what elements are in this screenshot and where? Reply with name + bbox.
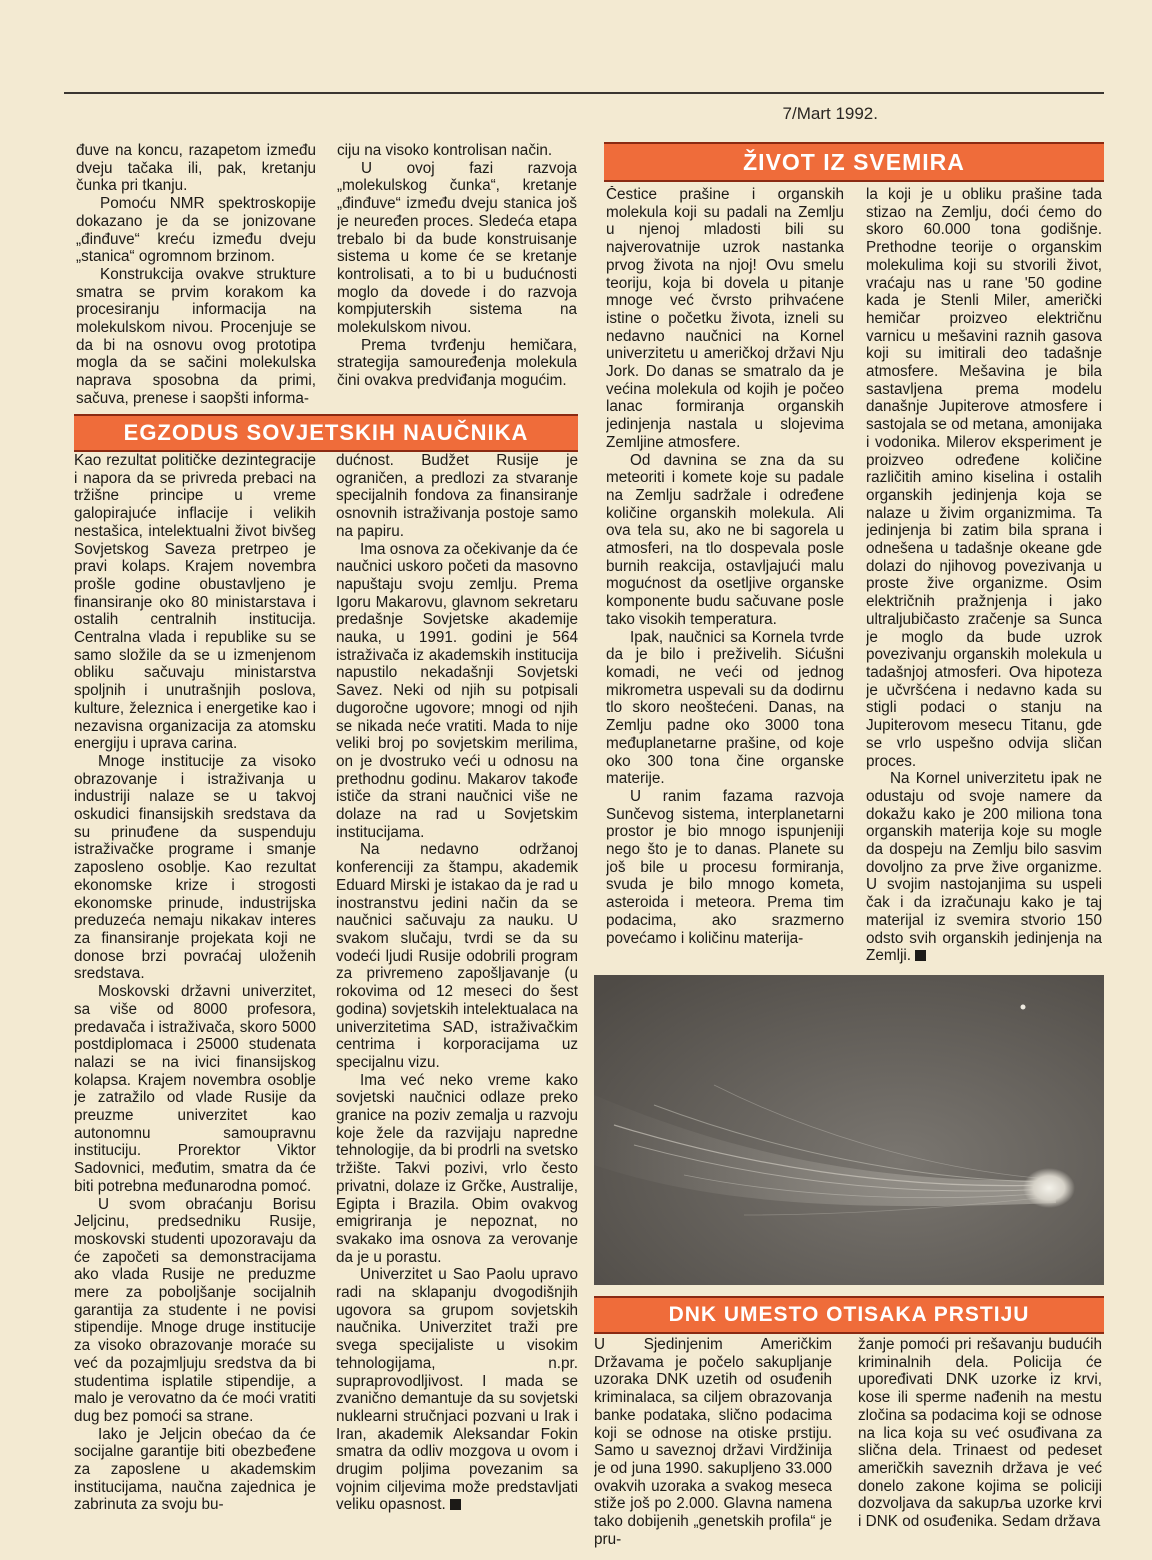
- space-headline: ŽIVOT IZ SVEMIRA: [604, 142, 1104, 182]
- molecular-col-1: [76, 142, 316, 414]
- paragraph: Konstrukcija ovakve strukture smatra se prvim korakom ka procesiranju informacija na molekulskom nivou. Procenjuje se da bi na osnovu ovog prototipa mogla da se sačini molekulska naprava sposobna da primi, sačuva, prenese i saopšti informa-: [76, 265, 316, 407]
- paragraph: Kao rezultat političke dezintegracije i napora da se privreda prebaci na tržišne principe u vreme galopirajuće inflacije i velikih nestašica, intelektualni život bivšeg Sovjetskog Saveza pretrpeo je pravi kolaps. Krajem novembra prošle godine obustavljeno je finansiranje oko 80 ministarstava i ostalih centralnih institucija. Centralna vlada i republike su se samo složile da se u izmenjenom obliku sačuvaju ministarstva spoljnih i unutrašnjih poslova, kulture, železnica i energetike kao i nezavisna organizacija za atomsku energiju i uprava carina.: [74, 452, 316, 753]
- paragraph: Ima osnova za očekivanje da će naučnici uskoro početi da masovno napuštaju svoju zemlju. Prema Igoru Makarovu, glavnom sekretaru predašnje Sovjetske akademije nauka, u 1991. godini je 564 istraživača iz akademskih institucija napustilo nekadašnji Sovjetski Savez. Neki od njih su potpisali dugoročne ugovore; mnogi od njih se nikada neće vratiti. Mada to nije veliki broj po sovjetskim merilima, on je dvostruko veći u odnosu na prethodnu godinu. Makarov takođe ističe da strani naučnici više ne dolaze na rad u Sovjetskim institucijama.: [336, 540, 578, 841]
- paragraph: Čestice prašine i organskih molekula koji su padali na Zemlju u njenoj mladosti bili su najverovatnije uzrok nastanka prvog života na njoj! Ovu smelu teoriju, koja bi dovela u pitanje mnoge već čvrsto prihvaćene istine o početku života, izneli su nedavno naučnici na Kornel univerzitetu u američkoj državi Nju Jork. Do danas se smatralo da je većina molekula od kojih je počeo lanac formiranja organskih jedinjenja nastala u slojevima Zemljine atmosfere.: [606, 186, 844, 451]
- paragraph: đuve na koncu, razapetom između dveju tačaka ili, pak, kretanju čunka pri tkanju.: [76, 142, 316, 195]
- dna-col-2: [858, 1336, 1102, 1556]
- paragraph: Prema tvrđenju hemičara, strategija samouređenja molekula čini ovakva predviđanja mogućim.: [337, 336, 577, 390]
- paragraph: dućnost. Budžet Rusije je ograničen, a predlozi za stvaranje specijalnih fondova za finansiranje osnovnih istraživanja postoje samo na papiru.: [336, 452, 578, 540]
- exodus-col-1: [74, 452, 316, 1554]
- comet-illustration: [594, 975, 1104, 1285]
- molecular-col-2: [337, 142, 577, 414]
- space-col-1: [606, 186, 844, 966]
- paragraph: Ima već neko vreme kako sovjetski naučnici odlaze preko granice na poziv zemalja u razvoju koje žele da razvijaju napredne tehnologije, da bi prodrli na svetsko tržište. Takvi pozivi, vrlo često privatni, dolaze iz Grčke, Australije, Egipta i Brazila. Obim ovakvog emigriranja je nepoznat, no svakako ima osnova za verovanje da je u porastu.: [336, 1071, 578, 1266]
- paragraph: la koji je u obliku prašine tada stizao na Zemlju, doći ćemo do skoro 60.000 tona godišnje. Prethodne teorije o organskim molekulima koji su stvorili život, vraćaju nas u rane '50 godine kada je Stenli Miler, američki hemičar proizveo električnu varnicu u mešavini raznih gasova koji su imitirali deo tadašnje atmosfere. Mešavina je bila sastavljena prema modelu današnje Jupiterove atmosfere i sastojala se od metana, amonijaka i vodonika. Milerov eksperiment je proizveo određene količine različitih amino kiselina i ostalih organskih jedinjenja koja se nalaze u živim organizmima. Ta jedinjenja bi zatim bila sprana i odnešena u tadašnje okeane gde dolazi do njihovog povezivanja u proste žive organizme. Osim električnih pražnjenja i jako ultraljubičasto zračenje sa Sunca je moglo da bude uzrok povezivanju organskih molekula u tadašnjoj atmosferi. Ova hipoteza je učvršćena i nedavno kada su stigli podaci o stanju na Jupiterovom mesecu Titanu, gde se vrlo uspešno odvija sličan proces.: [866, 186, 1102, 770]
- paragraph: U ranim fazama razvoja Sunčevog sistema, interplanetarni prostor je bio mnogo ispunjeniji nego što je to danas. Planete su još bile u procesu formiranja, svuda je bilo mnogo kometa, asteroida i meteora. Prema tim podacima, ako srazmerno povećamo i količinu materija-: [606, 787, 844, 947]
- exodus-headline: EGZODUS SOVJETSKIH NAUČNIKA: [74, 414, 578, 452]
- end-mark: [450, 1499, 461, 1510]
- paragraph: Ipak, naučnici sa Kornela tvrde da je bilo i preživelih. Sićušni komadi, ne veći od jednog mikrometra uspevali su da dodirnu tlo skoro neoštećeni. Danas, na Zemlju padne oko 3000 tona međuplanetarne prašine, od koje oko 300 tona čine organske materije.: [606, 628, 844, 788]
- paragraph: U Sjedinjenim Američkim Državama je počelo sakupljanje uzoraka DNK uzetih od osuđenih kriminalaca, sa ciljem obrazovanja banke podataka, slično podacima koji se odnose na otiske prstiju. Samo u saveznoj državi Virdžinija je od juna 1990. sakupljeno 33.000 ovakvih uzoraka a svakog meseca stiže još po 2.000. Glavna namena tako dobijenih „genetskih profila“ je pru-: [594, 1336, 832, 1548]
- paragraph: Univerzitet u Sao Paolu upravo radi na sklapanju dvogodišnjih ugovora sa grupom sovjetskih naučnika. Univerzitet traži pre svega specijaliste u visokim tehnologijama, n.pr. supraprovodljivost. I mada se zvanično demantuje da su sovjetski nuklearni stručnjaci pozvani u Irak i Iran, akademik Aleksandar Fokin smatra da odliv mozgova u ovom i drugim poljima povezanim sa vojnim ciljevima može predstavljati veliku opasnost.: [336, 1266, 578, 1514]
- paragraph: Na nedavno održanoj konferenciji za štampu, akademik Eduard Mirski je istakao da je rad u inostranstvu jedini način da se naučnici sačuvaju za nauku. U svakom slučaju, tvrdi se da su vodeći ljudi Rusije odobrili program za privremeno zapošljavanje (u rokovima od 12 meseci do šest godina) sovjetskih intelektualaca na univerzitetima SAD, istraživačkim centrima i korporacijama uz specijalnu vizu.: [336, 841, 578, 1071]
- issue-date: 7/Mart 1992.: [782, 104, 878, 123]
- paragraph: Pomoću NMR spektroskopije dokazano je da se jonizovane „đinđuve“ kreću između dveju „stanica“ ogromnom brzinom.: [76, 195, 316, 266]
- comet-photo: [594, 975, 1104, 1285]
- exodus-col-2: [336, 452, 578, 1554]
- dna-col-1: [594, 1336, 832, 1556]
- paragraph: žanje pomoći pri rešavanju budućih kriminalnih dela. Policija će upoređivati DNK uzorke iz krvi, kose ili sperme nađenih na mestu zločina sa podacima koji se odnose na lica koja su već osuđivana za slična dela. Trinaest od pedeset američkih saveznih država je već donelo zakone kojima se policiji dozvoljava da sakupља uzorke krvi i DNK od osuđenika. Sedam država: [858, 1336, 1102, 1531]
- paragraph: U svom obraćanju Borisu Jeljcinu, predsedniku Rusije, moskovski studenti upozoravaju da će započeti sa demonstracijama ako vlada Rusije ne preduzme mere za poboljšanje socijalnih garantija za studente i ne povisi stipendije. Mnoge druge institucije za visoko obrazovanje moraće su već da pozajmljuju sredstva da bi studentima isplatile stipendije, a malo je verovatno da će moći vratiti dug bez pomoći sa strane.: [74, 1195, 316, 1425]
- end-mark: [915, 950, 926, 961]
- paragraph: Iako je Jeljcin obećao da će socijalne garantije biti obezbeđene za zaposlene u akademskim institucijama, naučna zajednica je zabrinuta za svoju bu-: [74, 1425, 316, 1514]
- space-col-2: [866, 186, 1102, 966]
- paragraph: ciju na visoko kontrolisan način.: [337, 142, 553, 159]
- paragraph: Na Kornel univerzitetu ipak ne odustaju od svoje namere da dokažu kako je 200 miliona tona organskih materija koje su mogle da dospeju na Zemlju bilo sasvim dovoljno za prve žive organizme. U svojim nastojanjima su uspeli čak i da izračunaju kako je taj materijal iz svemira stvorio 150 odsto svih organskih jedinjenja na Zemlji.: [866, 770, 1102, 965]
- paragraph: Moskovski državni univerzitet, sa više od 8000 profesora, predavača i istraživača, skoro 5000 postdiplomaca i 25000 studenata nalazi se na ivici finansijskog kolapsa. Krajem novembra osoblje je zatražilo od vlade Rusije da preuzme univerzitet kao autonomnu samoupravnu instituciju. Prorektor Viktor Sadovnici, međutim, smatra da će biti potrebna međunarodna pomoć.: [74, 983, 316, 1195]
- paragraph: U ovoj fazi razvoja „molekulskog čunka“, kretanje „đinđuve“ između dveju stanica još je neuređen proces. Sledeća etapa trebalo bi da bude konstruisanje sistema u kome će se kretanje kontrolisati, a to bi u budućnosti moglo da dovede i do razvoja kompjuterskih sistema na molekulskom nivou.: [337, 159, 577, 337]
- paragraph: Mnoge institucije za visoko obrazovanje i istraživanja u industriji nalaze se u takvoj oskudici finansijskih sredstava da su prinuđene da suspenduju istraživačke programe i smanje zaposleno osoblje. Kao rezultat ekonomske krize i strogosti ekonomske prinude, industrijska preduzeća nemaju nikakav interes za finansiranje projekata koji ne donose brzi povraćaj uloženih sredstava.: [74, 752, 316, 983]
- header-rule: [64, 92, 1104, 94]
- paragraph: Od davnina se zna da su meteoriti i komete koje su padale na Zemlju sadržale i određene količine organskih molekula. Ali ova tela su, ako ne bi sagorela u atmosferi, na tlo dospevala posle burnih reakcija, ostavljajući malu mogućnost da osetljive organske komponente budu sačuvane posle tako visokih temperatura.: [606, 451, 844, 628]
- dna-headline: DNK UMESTO OTISAKA PRSTIJU: [594, 1296, 1104, 1334]
